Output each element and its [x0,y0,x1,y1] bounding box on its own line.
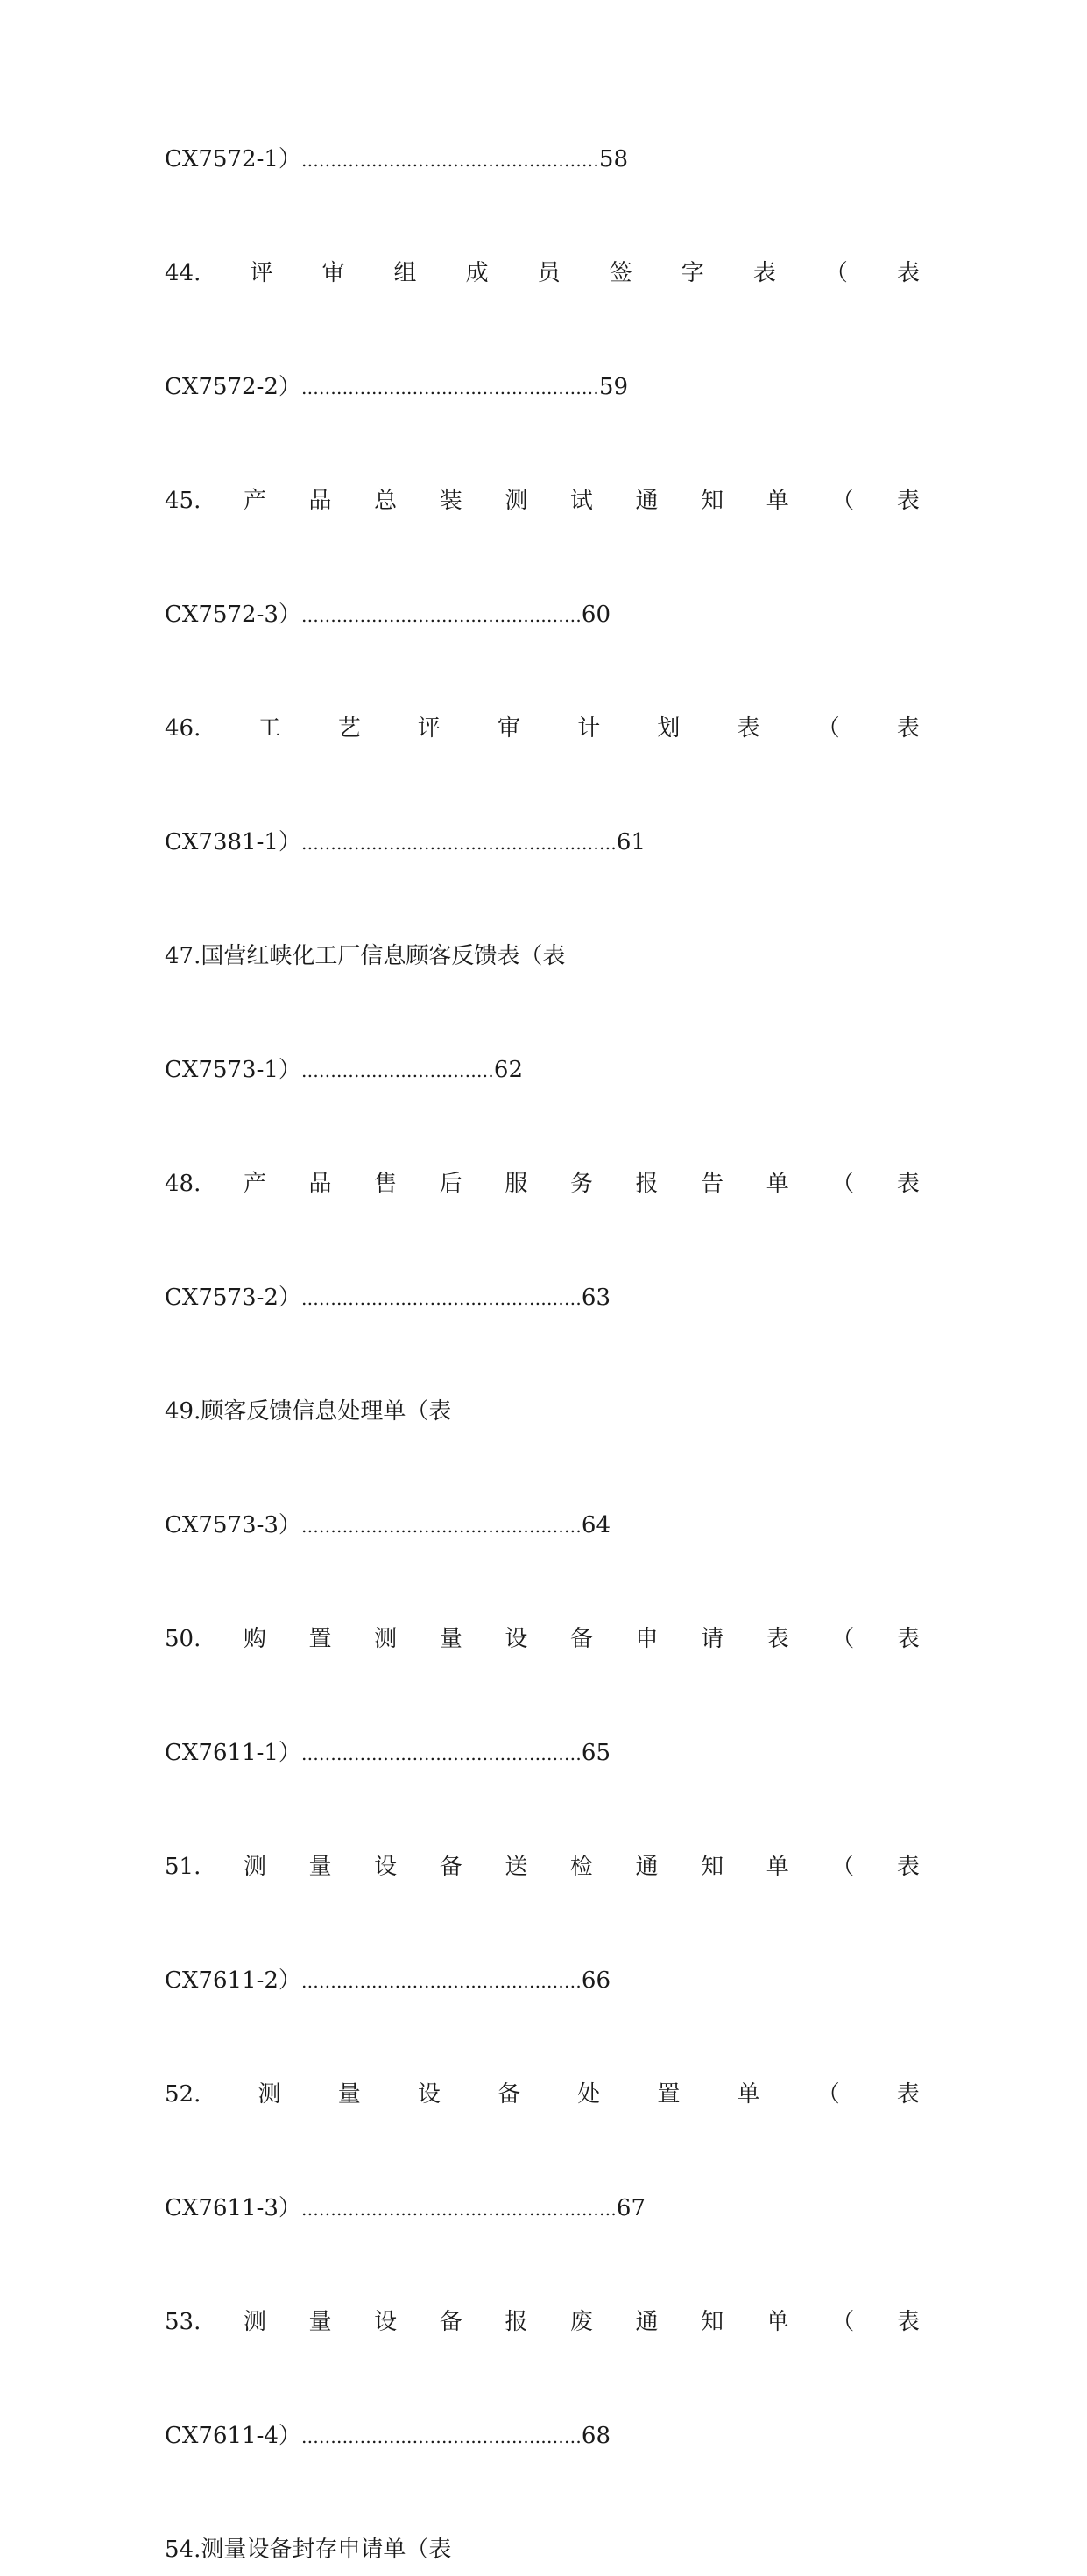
title-character: 单 [766,1171,789,1197]
entry-number: 44. [165,260,201,286]
toc-entry-title-line [165,475,920,527]
title-character: 表 [896,2309,920,2335]
page-number: 58 [598,146,628,172]
title-character: 量 [337,2081,361,2108]
entry-number: 52. [165,2081,201,2108]
page-number: 67 [616,2195,646,2221]
title-character: 备 [498,2081,521,2108]
title-character: 签 [609,260,632,286]
title-character: 评 [250,260,273,286]
page-number: 64 [581,1512,611,1538]
title-character: 表 [766,1626,789,1652]
toc-entry-code-line [165,1271,920,1324]
page-number: 60 [581,602,611,628]
title-character: 知 [701,1854,724,1880]
title-character: 售 [374,1171,398,1197]
page-number: 59 [598,374,628,400]
title-character: 审 [498,715,521,742]
title-character: 产 [243,488,266,514]
title-character: 申 [635,1626,659,1652]
leader-dots: ………………………………………… [300,1288,582,1309]
title-character: 表 [896,488,920,514]
title-character: 量 [308,2309,332,2335]
page-number: 66 [581,1967,611,1994]
toc-entry-code-line [165,816,920,869]
toc-entry-code-line [165,2182,920,2235]
form-code: CX7611-4） [165,2423,301,2449]
title-character: 测 [374,1626,398,1652]
leader-dots: ………………………………………… [300,1516,582,1537]
title-character: 字 [681,260,704,286]
title-character: 单 [766,2309,789,2335]
title-character: 表 [896,715,920,742]
title-character: 工 [258,715,281,742]
title-character: 评 [417,715,441,742]
title-character: （ [831,1626,855,1652]
title-character: 品 [308,488,332,514]
toc-entry-code-line [165,588,920,641]
toc-entry-code-line [165,2410,920,2462]
title-character: 送 [505,1854,528,1880]
title-character: 告 [701,1171,724,1197]
title-character: 设 [374,1854,398,1880]
entry-number: 50. [165,1626,201,1652]
title-character: 备 [569,1626,593,1652]
toc-entry-title-line [165,2068,920,2121]
form-code: CX7611-3） [165,2195,301,2221]
title-character: （ [831,2309,855,2335]
leader-dots: ……………………………………………… [300,833,617,854]
title-character: 表 [896,2081,920,2108]
title-character: （ [816,2081,840,2108]
title-character: 购 [243,1626,266,1652]
title-character: 务 [569,1171,593,1197]
title-character: （ [831,488,855,514]
title-character: 通 [635,488,659,514]
title-character: 设 [417,2081,441,2108]
title-character: 后 [439,1171,462,1197]
title-character: 装 [439,488,462,514]
toc-entry-title-line: 54.测量设备封存申请单（表 [165,2537,452,2563]
title-character: 知 [701,488,724,514]
title-character: 请 [701,1626,724,1652]
leader-dots: ………………………………………… [300,1971,582,1992]
leader-dots: …………………………… [300,1060,494,1081]
title-character: 测 [258,2081,281,2108]
title-character: 单 [737,2081,760,2108]
title-character: 检 [569,1854,593,1880]
title-character: 量 [308,1854,332,1880]
leader-dots: ………………………………………… [300,605,582,626]
entry-number: 45. [165,488,201,514]
leader-dots: ………………………………………… [300,2426,582,2447]
title-character: 组 [393,260,417,286]
title-character: 测 [243,2309,266,2335]
title-character: 产 [243,1171,266,1197]
toc-entry-title-line: 49.顾客反馈信息处理单（表 [165,1398,452,1425]
form-code: CX7381-1） [165,829,301,855]
title-character: 通 [635,1854,659,1880]
page-number: 68 [581,2423,611,2449]
toc-entry-title-line [165,1841,920,1893]
title-character: 设 [505,1626,528,1652]
title-character: 划 [657,715,681,742]
title-character: 知 [701,2309,724,2335]
form-code: CX7611-2） [165,1967,301,1994]
title-character: 设 [374,2309,398,2335]
toc-entry-title-line [165,247,920,299]
title-character: 计 [577,715,601,742]
title-character: 表 [896,1854,920,1880]
entry-number: 53. [165,2309,201,2335]
title-character: （ [824,260,848,286]
title-character: 备 [439,1854,462,1880]
form-code: CX7573-3） [165,1512,301,1538]
title-character: 备 [439,2309,462,2335]
title-character: 报 [635,1171,659,1197]
title-character: 艺 [337,715,361,742]
toc-entry-title-line [165,1613,920,1665]
page-number: 61 [616,829,646,855]
table-of-contents [165,133,920,2576]
title-character: 表 [752,260,776,286]
title-character: 服 [505,1171,528,1197]
leader-dots: ………………………………………… [300,1743,582,1764]
title-character: 审 [321,260,345,286]
title-character: （ [831,1171,855,1197]
title-character: （ [816,715,840,742]
form-code: CX7572-2） [165,374,301,400]
leader-dots: ……………………………………………… [300,2199,617,2220]
entry-number: 51. [165,1854,201,1880]
title-character: 表 [896,1171,920,1197]
leader-dots: …………………………………………… [300,150,599,171]
title-character: 员 [537,260,561,286]
title-character: 量 [439,1626,462,1652]
title-character: 处 [577,2081,601,2108]
page-number: 62 [493,1057,523,1083]
page-number: 65 [581,1740,611,1766]
title-character: 试 [569,488,593,514]
toc-entry-title-line [165,2296,920,2348]
form-code: CX7573-1） [165,1057,301,1083]
form-code: CX7572-1） [165,146,301,172]
entry-number: 46. [165,715,201,742]
title-character: 表 [737,715,760,742]
title-character: 单 [766,1854,789,1880]
toc-entry-title-line [165,702,920,755]
form-code: CX7611-1） [165,1740,301,1766]
form-code: CX7573-2） [165,1284,301,1311]
toc-entry-title-line [165,1158,920,1210]
form-code: CX7572-3） [165,602,301,628]
title-character: 报 [505,2309,528,2335]
title-character: 单 [766,488,789,514]
title-character: 品 [308,1171,332,1197]
title-character: 表 [896,260,920,286]
title-character: 置 [657,2081,681,2108]
toc-entry-code-line [165,1044,920,1096]
entry-number: 48. [165,1171,201,1197]
title-character: （ [831,1854,855,1880]
title-character: 废 [569,2309,593,2335]
toc-entry-code-line [165,361,920,413]
title-character: 总 [374,488,398,514]
title-character: 表 [896,1626,920,1652]
title-character: 成 [465,260,489,286]
page-number: 63 [581,1284,611,1311]
toc-entry-code-line [165,1954,920,2007]
toc-entry-title-line: 47.国营红峡化工厂信息顾客反馈表（表 [165,943,566,969]
toc-entry-code-line [165,1499,920,1552]
title-character: 测 [505,488,528,514]
title-character: 通 [635,2309,659,2335]
title-character: 置 [308,1626,332,1652]
toc-entry-code-line [165,133,920,186]
leader-dots: …………………………………………… [300,377,599,398]
title-character: 测 [243,1854,266,1880]
toc-entry-code-line [165,1727,920,1779]
